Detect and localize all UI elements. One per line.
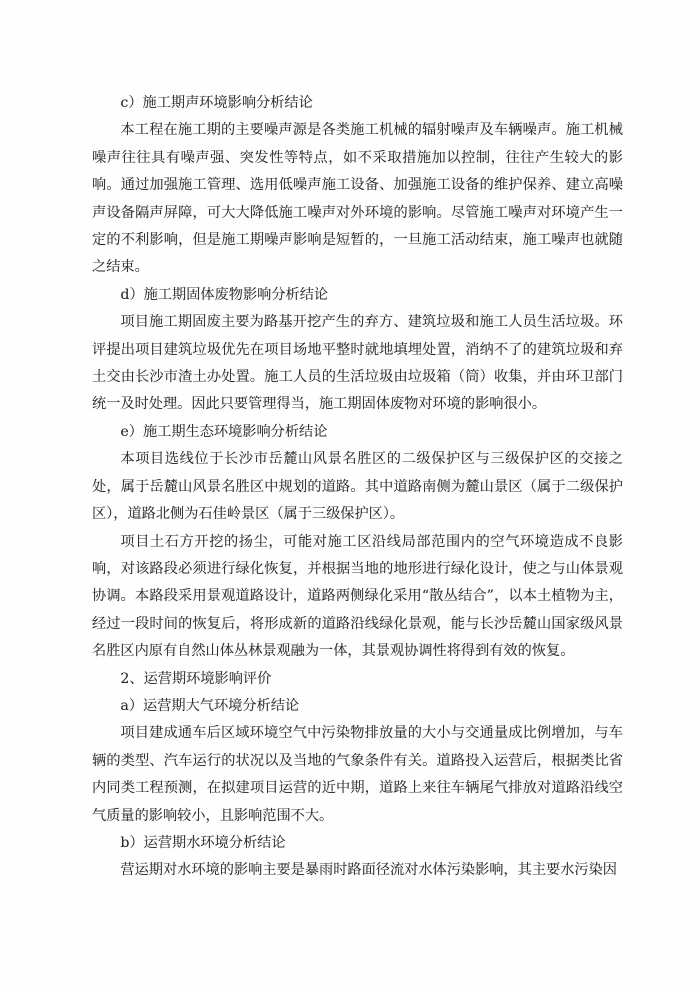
section-heading: 2、运营期环境影响评价	[120, 670, 272, 687]
section-heading: e）施工期生态环境影响分析结论	[120, 423, 328, 440]
body-paragraph: 项目施工期固废主要为路基开挖产生的弃方、建筑垃圾和施工人员生活垃圾。环评提出项目建筑垃圾优先在项目场地平整时就地填埋处置，消纳不了的建筑垃圾和弃土交由长沙市渣土办处置。施工人员的生活垃圾由垃圾箱（筒）收集，并由环卫部门统一及时处理。因此只要管理得当，施工期固体废物对环境的影响很小。	[92, 314, 623, 413]
body-paragraph: 营运期对水环境的影响主要是暴雨时路面径流对水体污染影响，其主要水污染因	[120, 862, 617, 879]
body-paragraph: 项目土石方开挖的扬尘，可能对施工区沿线局部范围内的空气环境造成不良影响，对该路段必须进行绿化恢复，并根据当地的地形进行绿化设计，使之与山体景观协调。本路段采用景观道路设计，道路两侧绿化采用“散丛结合”，以本土植物为主，经过一段时间的恢复后，将形成新的道路沿线绿化景观，能与长沙岳麓山国家级风景名胜区内原有自然山体丛林景观融为一体，其景观协调性将得到有效的恢复。	[92, 533, 623, 660]
document-body	[92, 90, 623, 885]
body-paragraph: 本项目选线位于长沙市岳麓山风景名胜区的二级保护区与三级保护区的交接之处，属于岳麓山风景名胜区中规划的道路。其中道路南侧为麓山景区（属于二级保护区），道路北侧为石佳岭景区（属于三级保护区）。	[92, 451, 623, 523]
body-paragraph: 项目建成通车后区域环境空气中污染物排放量的大小与交通量成比例增加，与车辆的类型、汽车运行的状况以及当地的气象条件有关。道路投入运营后，根据类比省内同类工程预测，在拟建项目运营的近中期，道路上来往车辆尾气排放对道路沿线空气质量的影响较小，且影响范围不大。	[92, 725, 623, 824]
section-heading: d）施工期固体废物影响分析结论	[120, 286, 329, 303]
section-heading: a）运营期大气环境分析结论	[120, 697, 300, 714]
section-heading: b）运营期水环境分析结论	[120, 834, 286, 851]
section-heading: c）施工期声环境影响分析结论	[120, 95, 313, 111]
body-paragraph: 本工程在施工期的主要噪声源是各类施工机械的辐射噪声及车辆噪声。施工机械噪声往往具有噪声强、突发性等特点，如不采取措施加以控制，往往产生较大的影响。通过加强施工管理、选用低噪声施工设备、加强施工设备的维护保养、建立高噪声设备隔声屏障，可大大降低施工噪声对外环境的影响。尽管施工噪声对环境产生一定的不利影响，但是施工期噪声影响是短暂的，一旦施工活动结束，施工噪声也就随之结束。	[92, 122, 623, 276]
